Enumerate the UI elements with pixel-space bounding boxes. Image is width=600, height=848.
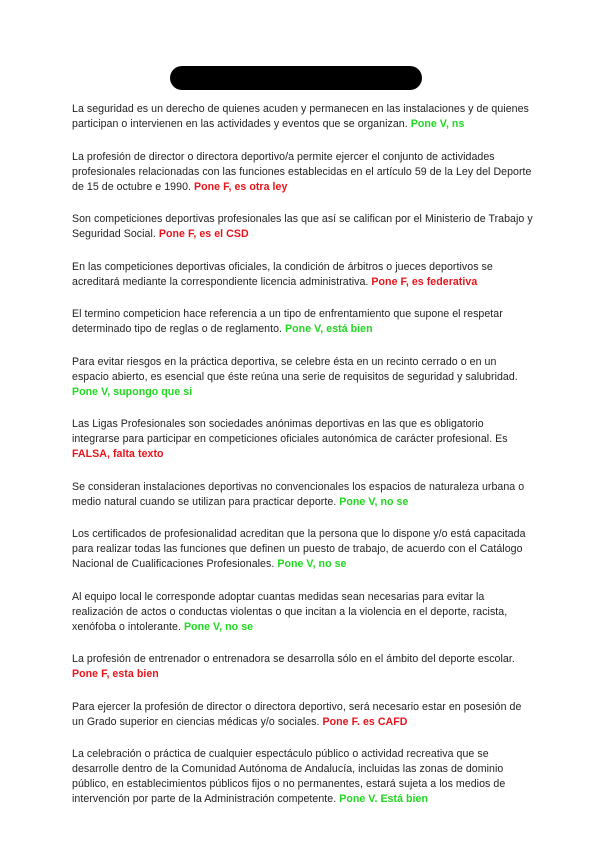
- answer-note: Pone V. Está bien: [339, 793, 428, 805]
- statement-text: Para ejercer la profesión de director o directora deportivo, será necesario estar en posesión de un Grado superior en ciencias médicas y/o sociales.: [72, 700, 522, 728]
- statement-item: [72, 652, 534, 682]
- answer-note: Pone F, es el CSD: [158, 228, 249, 240]
- statement-item: [72, 355, 534, 400]
- statement-item: [72, 590, 534, 635]
- answer-note: Pone V, no se: [339, 495, 409, 508]
- statement-item: [72, 747, 534, 807]
- statement-text: Al equipo local le corresponde adoptar cuantas medidas sean necesarias para evitar la realización de actos o conductas violentas o que incitan a la violencia en el deporte, racista, xenófoba o intolerante.: [72, 590, 508, 633]
- statement-item: [72, 150, 534, 195]
- statement-text: La profesión de entrenador o entrenadora se desarrolla sólo en el ámbito del deporte escolar.: [72, 653, 515, 665]
- statement-list: [72, 102, 534, 825]
- answer-note: Pone F, es federativa: [371, 275, 478, 288]
- answer-note: FALSA, falta texto: [72, 448, 164, 460]
- answer-note: Pone V, no se: [183, 620, 254, 633]
- statement-text: Se consideran instalaciones deportivas no convencionales los espacios de naturaleza urbana o medio natural cuando se utilizan para practicar deporte.: [72, 480, 525, 508]
- statement-text: Son competiciones deportivas profesionales las que así se califican por el Ministerio de Trabajo y Seguridad Social.: [72, 213, 533, 240]
- answer-note: Pone V, está bien: [285, 323, 373, 335]
- answer-note: Pone V, no se: [277, 558, 347, 570]
- statement-text: Para evitar riesgos en la práctica deportiva, se celebre ésta en un recinto cerrado o en un espacio abierto, es esencial que éste reúna una serie de requisitos de seguridad y salubridad.: [72, 355, 518, 383]
- statement-item: [72, 212, 534, 242]
- statement-item: [72, 307, 534, 337]
- statement-item: [72, 417, 534, 462]
- answer-note: Pone F. es CAFD: [322, 715, 408, 728]
- statement-item: [72, 260, 534, 290]
- statement-text: La seguridad es un derecho de quienes acuden y permanecen en las instalaciones y de quienes participan o intervienen en las actividades y eventos que se organizan.: [72, 103, 529, 130]
- answer-note: Pone V, ns: [410, 118, 465, 130]
- statement-item: [72, 700, 534, 730]
- redacted-title: [170, 66, 422, 90]
- statement-text: En las competiciones deportivas oficiales, la condición de árbitros o jueces deportivos se acreditará mediante la correspondiente licencia administrativa.: [72, 260, 493, 288]
- statement-text: Los certificados de profesionalidad acreditan que la persona que lo dispone y/o está capacitada para realizar todas las funciones que definen un puesto de trabajo, de acuerdo con el Catálogo Nacional de Cualificaciones Profesionales.: [72, 528, 526, 570]
- answer-note: Pone F, es otra ley: [194, 180, 288, 193]
- statement-text: La profesión de director o directora deportivo/a permite ejercer el conjunto de actividades profesionales relacionadas con las funciones establecidas en el artículo 59 de la Ley del Deporte de 15 de octubre e 1990.: [72, 150, 532, 193]
- statement-text: Las Ligas Profesionales son sociedades anónimas deportivas en las que es obligatorio integrarse para participar en competiciones oficiales autonómica de carácter profesional. Es: [72, 418, 508, 445]
- statement-text: La celebración o práctica de cualquier espectáculo público o actividad recreativa que se desarrolle dentro de la Comunidad Autónoma de Andalucía, incluidas las zonas de dominio público, en establecimientos públicos fijos o no permanentes, estará sujeta a los medios de intervención por parte de la Administración competente.: [72, 748, 506, 805]
- statement-text: El termino competicion hace referencia a un tipo de enfrentamiento que supone el respetar determinado tipo de reglas o de reglamento.: [72, 308, 503, 335]
- statement-item: [72, 527, 534, 572]
- answer-note: Pone F, esta bien: [72, 668, 159, 680]
- statement-item: [72, 102, 534, 132]
- answer-note: Pone V, supongo que si: [72, 385, 193, 398]
- statement-item: [72, 480, 534, 510]
